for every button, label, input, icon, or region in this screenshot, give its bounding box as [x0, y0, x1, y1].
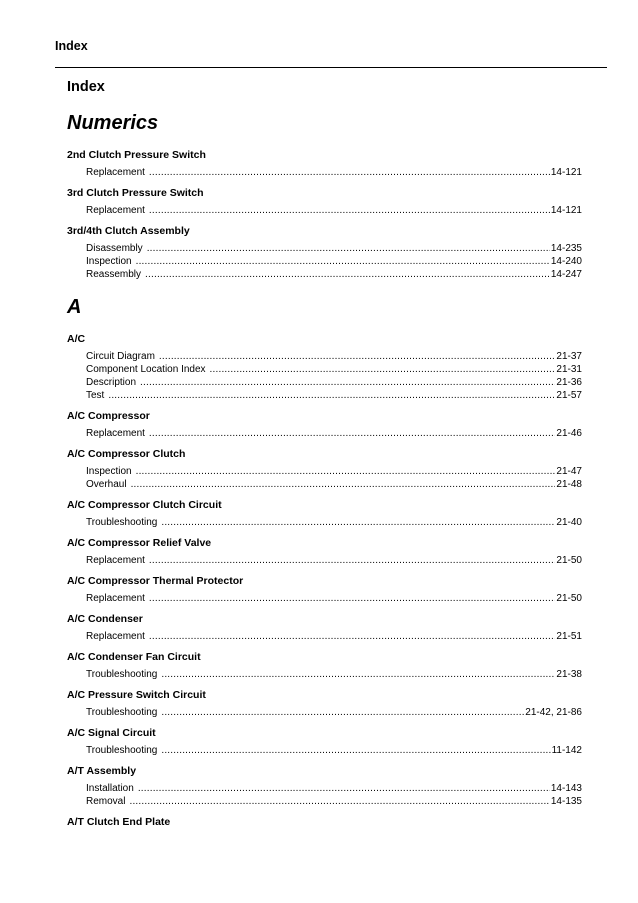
page-reference[interactable]: 21-37 [556, 351, 582, 362]
page-reference[interactable]: 14-135 [550, 796, 582, 807]
subentry-list [67, 427, 582, 440]
index-entry [67, 613, 582, 643]
page-reference[interactable]: 21-36 [556, 377, 582, 388]
entry-title: A/C Condenser [67, 613, 143, 625]
dot-leader [149, 554, 556, 567]
subentry-label: Test [86, 390, 105, 401]
entry-title: 2nd Clutch Pressure Switch [67, 149, 206, 161]
page-reference[interactable]: 14-121 [550, 167, 582, 178]
subentry-list [67, 782, 582, 808]
dot-leader [149, 166, 550, 179]
dot-leader [149, 630, 556, 643]
subentry-row[interactable] [86, 782, 582, 795]
subentry-label: Removal [86, 796, 126, 807]
entry-title: A/C Signal Circuit [67, 727, 156, 739]
index-entry [67, 149, 582, 179]
page-reference[interactable]: 21-31 [556, 364, 582, 375]
page-reference[interactable]: 21-38 [556, 669, 582, 680]
subentry-row[interactable] [86, 242, 582, 255]
dot-leader [129, 795, 549, 808]
subentry-row[interactable] [86, 166, 582, 179]
index-section [67, 295, 582, 829]
dot-leader [159, 350, 556, 363]
subentry-list [67, 706, 582, 719]
subentry-label: Circuit Diagram [86, 351, 155, 362]
index-sections [67, 111, 582, 829]
index-entry [67, 225, 582, 281]
entry-title: 3rd/4th Clutch Assembly [67, 225, 190, 237]
subentry-label: Replacement [86, 205, 145, 216]
subentry-label: Overhaul [86, 479, 127, 490]
entry-title: A/C Condenser Fan Circuit [67, 651, 201, 663]
subentry-row[interactable] [86, 363, 582, 376]
subentry-row[interactable] [86, 389, 582, 402]
subentry-label: Replacement [86, 428, 145, 439]
dot-leader [108, 389, 555, 402]
subentry-label: Troubleshooting [86, 745, 158, 756]
index-entry [67, 727, 582, 757]
page-reference[interactable]: 21-46 [556, 428, 582, 439]
index-entry [67, 765, 582, 808]
subentry-row[interactable] [86, 516, 582, 529]
section-heading: Numerics [67, 112, 159, 134]
page-reference[interactable]: 21-50 [556, 555, 582, 566]
subentry-label: Disassembly [86, 243, 143, 254]
running-head: Index [55, 39, 88, 53]
subentry-list [67, 554, 582, 567]
subentry-row[interactable] [86, 706, 582, 719]
entry-title: A/C Compressor Clutch Circuit [67, 499, 222, 511]
page-reference[interactable]: 11-142 [551, 745, 582, 756]
page-reference[interactable]: 14-235 [550, 243, 582, 254]
index-entry [67, 816, 582, 829]
subentry-row[interactable] [86, 268, 582, 281]
subentry-row[interactable] [86, 376, 582, 389]
subentry-list [67, 465, 582, 491]
subentry-label: Troubleshooting [86, 707, 158, 718]
index-content [67, 78, 582, 837]
subentry-label: Replacement [86, 555, 145, 566]
page-reference[interactable]: 14-247 [550, 269, 582, 280]
header-rule [55, 67, 607, 68]
dot-leader [145, 268, 550, 281]
subentry-row[interactable] [86, 592, 582, 605]
dot-leader [138, 782, 550, 795]
subentry-row[interactable] [86, 744, 582, 757]
subentry-list [67, 630, 582, 643]
subentry-label: Inspection [86, 466, 132, 477]
subentry-row[interactable] [86, 255, 582, 268]
dot-leader [136, 465, 556, 478]
page-reference[interactable]: 21-50 [556, 593, 582, 604]
subentry-list [67, 166, 582, 179]
subentry-row[interactable] [86, 630, 582, 643]
entry-title: A/C Compressor Thermal Protector [67, 575, 244, 587]
index-entry [67, 499, 582, 529]
subentry-row[interactable] [86, 795, 582, 808]
entry-title: A/C Compressor Relief Valve [67, 537, 212, 549]
subentry-list [67, 350, 582, 402]
subentry-list [67, 242, 582, 281]
index-entry [67, 448, 582, 491]
page-reference[interactable]: 21-48 [556, 479, 582, 490]
dot-leader [161, 668, 555, 681]
page-reference[interactable]: 21-47 [556, 466, 582, 477]
page-reference[interactable]: 14-121 [550, 205, 582, 216]
dot-leader [161, 516, 555, 529]
dot-leader [161, 706, 524, 719]
subentry-label: Reassembly [86, 269, 142, 280]
index-entry [67, 689, 582, 719]
subentry-list [67, 592, 582, 605]
subentry-row[interactable] [86, 668, 582, 681]
page-reference[interactable]: 21-57 [556, 390, 582, 401]
entry-title: A/T Assembly [67, 765, 137, 777]
index-entry [67, 333, 582, 402]
index-title: Index [67, 79, 105, 95]
index-entry [67, 410, 582, 440]
index-section [67, 111, 582, 281]
subentry-row[interactable] [86, 204, 582, 217]
page-reference[interactable]: 21-40 [556, 517, 582, 528]
page-reference[interactable]: 21-51 [556, 631, 582, 642]
subentry-list [67, 204, 582, 217]
entry-title: A/T Clutch End Plate [67, 816, 171, 828]
entry-title: A/C Compressor [67, 410, 150, 422]
subentry-label: Description [86, 377, 137, 388]
dot-leader [149, 592, 556, 605]
dot-leader [131, 478, 556, 491]
dot-leader [210, 363, 556, 376]
entry-title: A/C [67, 333, 86, 345]
index-entry [67, 575, 582, 605]
subentry-list [67, 668, 582, 681]
index-entry [67, 537, 582, 567]
entry-title: A/C Compressor Clutch [67, 448, 186, 460]
dot-leader [149, 204, 550, 217]
subentry-row[interactable] [86, 427, 582, 440]
subentry-label: Inspection [86, 256, 132, 267]
subentry-label: Replacement [86, 631, 145, 642]
index-entry [67, 651, 582, 681]
dot-leader [136, 255, 550, 268]
subentry-label: Troubleshooting [86, 517, 158, 528]
subentry-row[interactable] [86, 478, 582, 491]
dot-leader [149, 427, 556, 440]
dot-leader [147, 242, 550, 255]
subentry-row[interactable] [86, 465, 582, 478]
page-reference[interactable]: 14-240 [550, 256, 582, 267]
subentry-label: Replacement [86, 593, 145, 604]
dot-leader [161, 744, 550, 757]
page-reference[interactable]: 14-143 [550, 783, 582, 794]
subentry-list [67, 744, 582, 757]
section-heading: A [67, 296, 82, 318]
subentry-label: Replacement [86, 167, 145, 178]
subentry-label: Component Location Index [86, 364, 206, 375]
subentry-row[interactable] [86, 554, 582, 567]
index-entry [67, 187, 582, 217]
entry-title: 3rd Clutch Pressure Switch [67, 187, 204, 199]
subentry-list [67, 516, 582, 529]
entry-title: A/C Pressure Switch Circuit [67, 689, 206, 701]
subentry-label: Installation [86, 783, 134, 794]
subentry-label: Troubleshooting [86, 669, 158, 680]
dot-leader [140, 376, 555, 389]
page-reference[interactable]: 21-42, 21-86 [525, 707, 582, 718]
subentry-row[interactable] [86, 350, 582, 363]
